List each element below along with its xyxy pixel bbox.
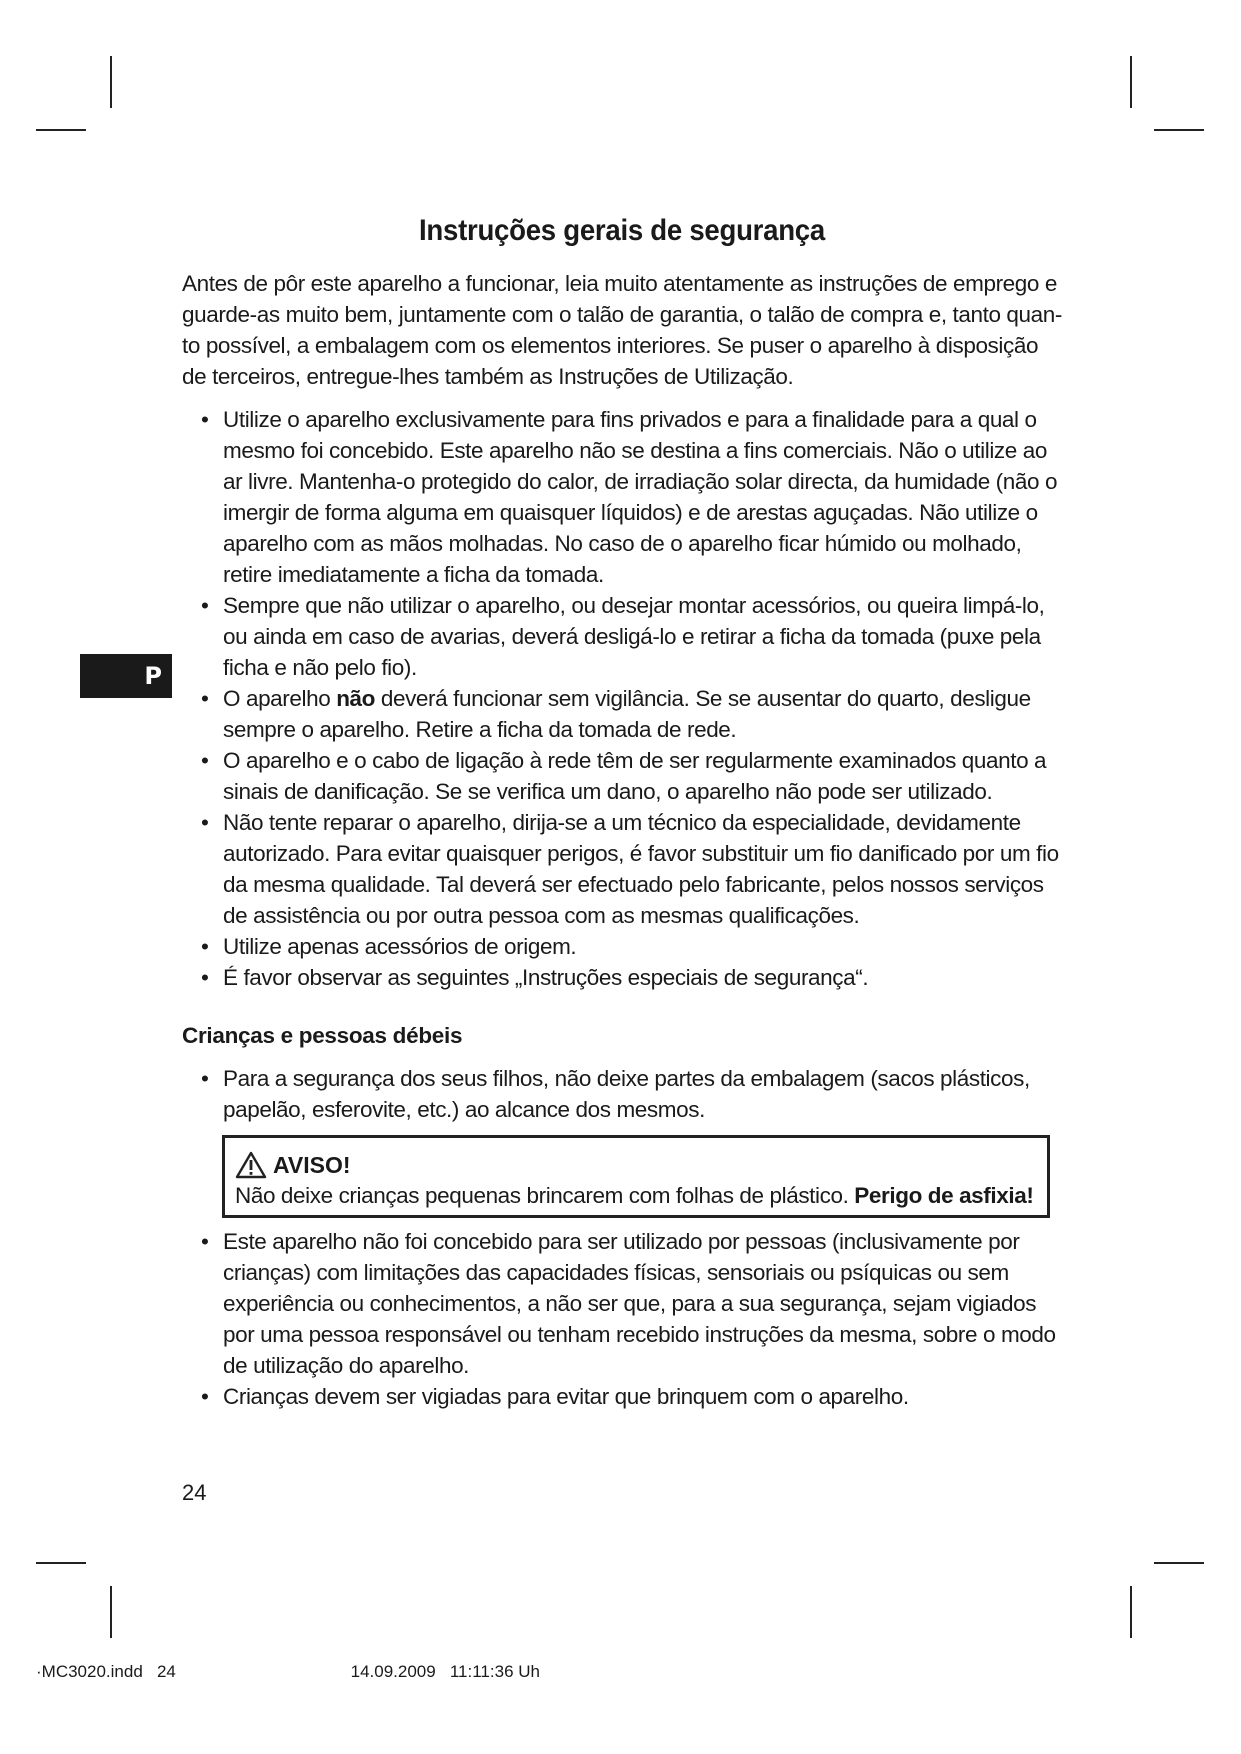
warning-heading-row: [235, 1150, 1039, 1180]
page-number: 24: [182, 1480, 207, 1505]
warning-heading: AVISO!: [273, 1152, 351, 1178]
print-footer: ·MC3020.indd 24 14.09.2009 11:11:36 Uh: [36, 1662, 540, 1681]
warning-triangle-icon: [235, 1151, 267, 1179]
list-item: • Sempre que não utilizar o aparelho, ou desejar montar acessórios, ou queira limpá-lo, ou ainda em caso de avarias, deverá desligá-lo e retirar a ficha da tomada (puxe pela ficha e não pelo fio).: [182, 590, 1062, 683]
list-item: • Não tente reparar o aparelho, dirija-se a um técnico da especialidade, devidamente autorizado. Para evitar quaisquer perigos, é favor substituir um fio danificado por um fio da mesma qualidade. Tal deverá ser efectuado pelo fabricante, pelos nossos serviços de assistência ou por outra pessoa com as mesmas qualificações.: [182, 807, 1062, 931]
list-item: • Utilize o aparelho exclusivamente para fins privados e para a finalidade para a qual o mesmo foi concebido. Este aparelho não se destina a fins comerciais. Não o utilize ao ar livre. Mantenha-o protegido do calor, de irradiação solar directa, da humidade (não o imergir de forma alguma em quaisquer líquidos) e de arestas aguçadas. Não utilize o aparelho com as mãos molhadas. No caso de o aparelho ficar húmido ou molhado, retire imediatamente a ficha da tomada.: [182, 404, 1062, 590]
crop-mark: [1154, 129, 1204, 131]
bullet-icon: •: [201, 1229, 209, 1254]
warning-text: Não deixe crianças pequenas brincarem com folhas de plástico. Perigo de asfixia!: [235, 1183, 1034, 1208]
bullet-icon: •: [201, 810, 209, 835]
bullet-icon: •: [201, 965, 209, 990]
list-item: • O aparelho não deverá funcionar sem vigilância. Se se ausentar do quarto, desligue sempre o aparelho. Retire a ficha da tomada de rede.: [182, 683, 1062, 745]
crop-mark: [36, 129, 86, 131]
bullet-icon: •: [201, 593, 209, 618]
bullet-icon: •: [201, 1384, 209, 1409]
bullet-icon: •: [201, 407, 209, 432]
warning-emphasis: Perigo de asfixia!: [854, 1183, 1034, 1208]
general-safety-list: [182, 404, 1062, 993]
bullet-icon: •: [201, 1066, 209, 1091]
crop-mark: [110, 56, 112, 108]
list-item: • Utilize apenas acessórios de origem.: [182, 931, 1062, 962]
intro-paragraph: Antes de pôr este aparelho a funcionar, leia muito atentamente as instruções de emprego e guarde-as muito bem, juntamente com o talão de garantia, o talão de compra e, tanto quan-to possível, a embalagem com os elementos interiores. Se puser o aparelho à disposição de terceiros, entregue-lhes também as Instruções de Utilização.: [182, 271, 1062, 389]
children-safety-list: [182, 1063, 1062, 1125]
page-title: Instruções gerais de segurança: [419, 214, 825, 247]
list-item: • Crianças devem ser vigiadas para evitar que brinquem com o aparelho.: [182, 1381, 1062, 1412]
crop-mark: [1130, 1586, 1132, 1638]
bullet-icon: •: [201, 686, 209, 711]
crop-mark: [1154, 1562, 1204, 1564]
bullet-icon: •: [201, 748, 209, 773]
crop-mark: [110, 1586, 112, 1638]
emphasis: não: [336, 686, 375, 711]
crop-mark: [36, 1562, 86, 1564]
bullet-icon: •: [201, 934, 209, 959]
language-tab-label: P: [144, 662, 162, 690]
list-item: • O aparelho e o cabo de ligação à rede têm de ser regularmente examinados quanto a sinais de danificação. Se se verifica um dano, o aparelho não pode ser utilizado.: [182, 745, 1062, 807]
page-content: [182, 214, 1062, 1412]
section-heading: Crianças e pessoas débeis: [182, 1023, 463, 1048]
children-safety-list-continued: [182, 1226, 1062, 1412]
list-item: • Este aparelho não foi concebido para ser utilizado por pessoas (inclusivamente por crianças) com limitações das capacidades físicas, sensoriais ou psíquicas ou sem experiência ou conhecimentos, a não ser que, para a sua segurança, sejam vigiados por uma pessoa responsável ou tenham recebido instruções da mesma, sobre o modo de utilização do aparelho.: [182, 1226, 1062, 1381]
language-tab: [80, 654, 172, 698]
list-item: • Para a segurança dos seus filhos, não deixe partes da embalagem (sacos plásticos, papelão, esferovite, etc.) ao alcance dos mesmos.: [182, 1063, 1062, 1125]
crop-mark: [1130, 56, 1132, 108]
list-item: • É favor observar as seguintes „Instruções especiais de segurança“.: [182, 962, 1062, 993]
warning-box: [222, 1135, 1050, 1218]
